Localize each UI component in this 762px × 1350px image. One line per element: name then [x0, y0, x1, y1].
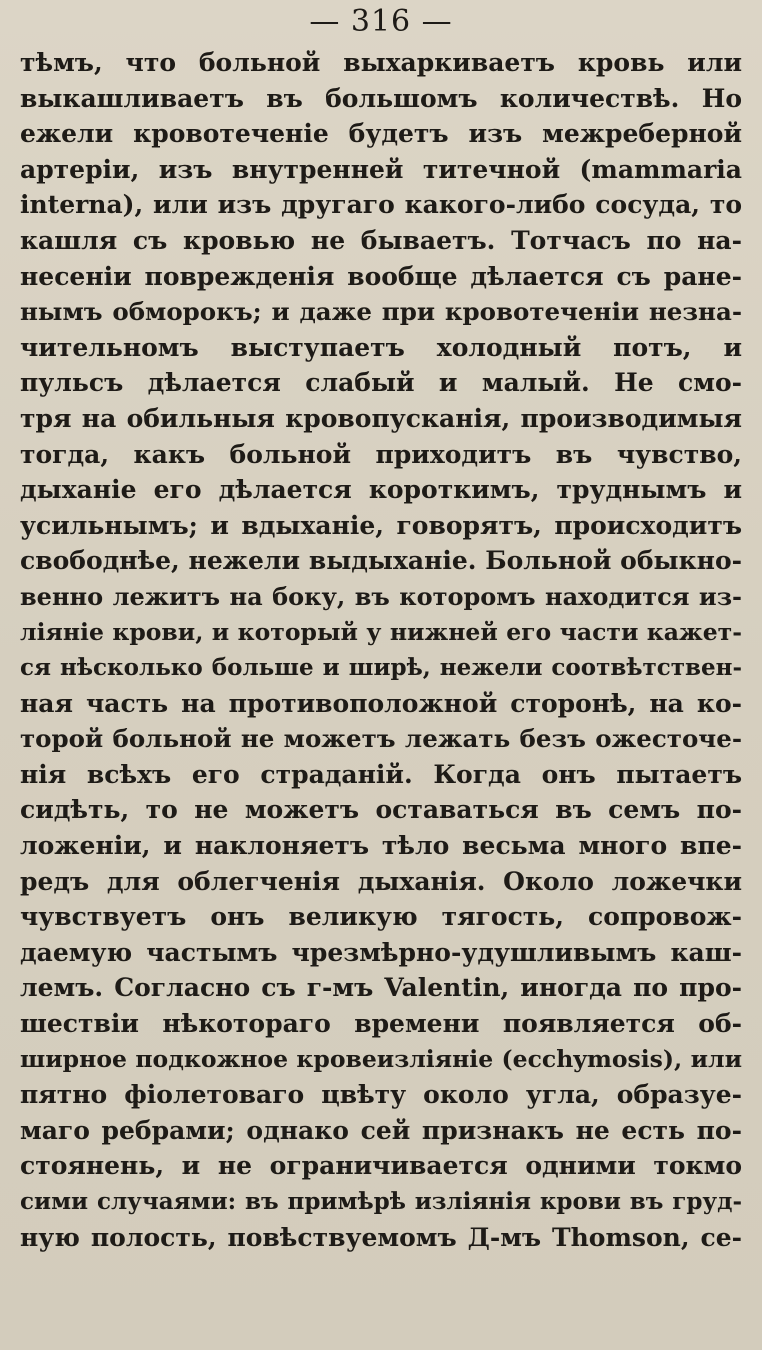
text-line: ся нѣсколько больше и ширѣ, нежели соотвѣтствен-	[20, 654, 742, 682]
text-line: лемъ. Согласно съ г-мъ Valentin, иногда по про-	[20, 973, 742, 1003]
text-line: выкашливаетъ въ большомъ количествѣ. Но	[20, 83, 742, 113]
text-line: чительномъ выступаетъ холодный потъ, и	[20, 332, 742, 362]
text-line: нымъ обморокъ; и даже при кровотеченіи незна-	[20, 297, 742, 327]
text-line: ежели кровотеченіе будетъ изъ межреберной	[20, 119, 742, 149]
text-line: артеріи, изъ внутренней титечной (mammaria	[20, 154, 742, 184]
text-line: ширное подкожное кровеизліяніе (ecchymosis), или	[20, 1044, 742, 1073]
text-line: тѣмъ, что больной выхаркиваетъ кровь или	[20, 48, 742, 77]
text-line: сидѣть, то не можетъ оставаться въ семъ по-	[20, 795, 742, 825]
text-line: редъ для облегченія дыханія. Около ложечки	[20, 866, 742, 896]
text-line: шествіи нѣкотораго времени появляется об-	[20, 1009, 742, 1039]
text-line: ная часть на противоположной сторонѣ, на ко-	[20, 688, 742, 718]
text-line: ложеніи, и наклоняетъ тѣло весьма много впе-	[20, 831, 742, 861]
body-text	[20, 45, 742, 1255]
text-line: тря на обильныя кровопусканія, производимыя	[20, 403, 742, 433]
text-line: несеніи поврежденія вообще дѣлается съ ране-	[20, 261, 742, 291]
text-line: interna), или изъ другаго какого-либо сосуда, то	[20, 190, 742, 220]
page-number: — 316 —	[309, 4, 453, 39]
text-line: пятно фіолетоваго цвѣту около угла, образуе-	[20, 1080, 742, 1110]
text-line: сими случаями: въ примѣрѣ изліянія крови въ груд-	[20, 1188, 742, 1215]
text-line: чувствуетъ онъ великую тягость, сопровож-	[20, 902, 742, 932]
text-line: тогда, какъ больной приходитъ въ чувство,	[20, 439, 742, 469]
text-line: пульсъ дѣлается слабый и малый. Не смо-	[20, 368, 742, 398]
text-line: усильнымъ; и вдыханіе, говорятъ, происходитъ	[20, 510, 742, 540]
text-line: свободнѣе, нежели выдыханіе. Больной обыкно-	[20, 546, 742, 576]
text-line: маго ребрами; однако сей признакъ не есть по-	[20, 1115, 742, 1145]
text-line: стоянень, и не ограничивается одними токмо	[20, 1151, 742, 1181]
text-line: венно лежитъ на боку, въ которомъ находится из-	[20, 581, 742, 611]
text-line: нія всѣхъ его страданій. Когда онъ пытаетъ	[20, 759, 742, 789]
text-line: кашля съ кровью не бываетъ. Тотчасъ по на-	[20, 225, 742, 255]
text-line: торой больной не можетъ лежать безъ ожесточе-	[20, 724, 742, 754]
text-line: дыханіе его дѣлается короткимъ, труднымъ и	[20, 475, 742, 505]
text-line: ную полость, повѣствуемомъ Д-мъ Thomson, се-	[20, 1222, 742, 1252]
text-line: даемую частымъ чрезмѣрно-удушливымъ каш-	[20, 937, 742, 967]
text-line: ліяніе крови, и который у нижней его части кажет-	[20, 617, 742, 646]
